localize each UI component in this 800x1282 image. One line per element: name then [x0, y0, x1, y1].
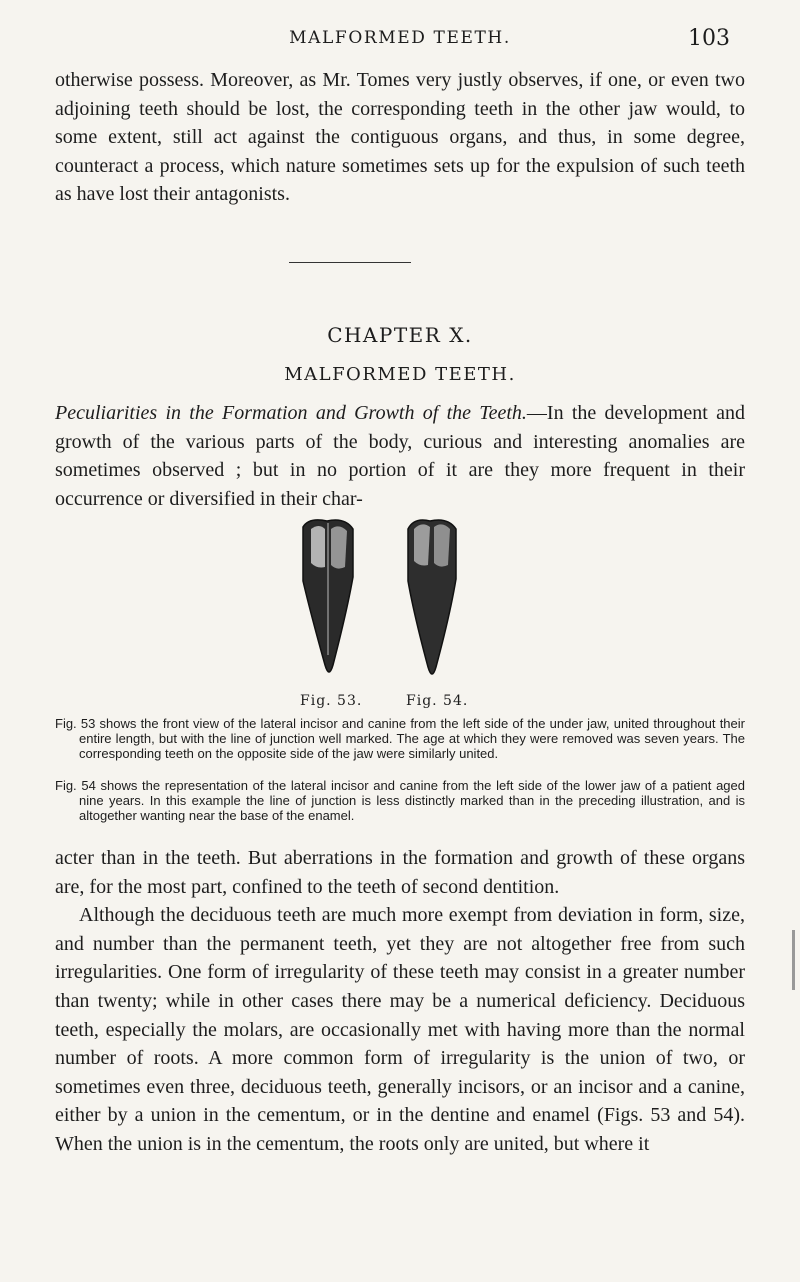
- scan-edge-mark: [792, 930, 795, 990]
- paragraph-intro: [55, 399, 745, 513]
- paragraph-deciduous-teeth: Although the deciduous teeth are much more exempt from deviation in form, size, and number than the permanent teeth, yet they are not altogether free from such irregularities. One form of irregularity of these teeth may consist in a greater number than twenty; while in other cases there may be a numerical deficiency. Deciduous teeth, especially the molars, are occasionally met with having more than the normal number of roots. A more common form of irregularity is the union of two, or sometimes even three, deciduous teeth, generally incisors, or an incisor and a canine, either by a union in the cementum, or in the dentine and enamel (Figs. 53 and 54). When the union is in the cementum, the roots only are united, but where it: [55, 904, 745, 1155]
- fig-53-caption: Fig. 53 shows the front view of the lateral incisor and canine from the left side of the under jaw, united throughout their entire length, but with the line of junction well marked. The age at which they were removed was seven years. The corresponding teeth on the opposite side of the jaw were similarly united.: [55, 716, 745, 761]
- fig-54-tooth-illustration: [400, 515, 464, 685]
- chapter-title: MALFORMED TEETH.: [284, 364, 516, 385]
- running-title: MALFORMED TEETH.: [289, 28, 511, 48]
- paragraph-continuation: acter than in the teeth. But aberrations in the formation and growth of these organs are, for the most part, confined to the teeth of second dentition.: [55, 847, 745, 898]
- fig-54-caption: Fig. 54 shows the representation of the lateral incisor and canine from the left side of the lower jaw of a patient aged nine years. In this example the line of junction is less distinctly marked than in the preceding illustration, and is altogether wanting near the base of the enamel.: [55, 778, 745, 823]
- page-number: 103: [688, 26, 730, 51]
- body-text-continued: [55, 844, 745, 1159]
- fig-53-label: Fig. 53.: [300, 693, 363, 709]
- fig-54-label: Fig. 54.: [406, 693, 469, 709]
- chapter-number: CHAPTER X.: [327, 323, 473, 347]
- section-heading: Peculiarities in the Formation and Growth of the Teeth.: [55, 402, 527, 424]
- paragraph-intro-text: —In the development and growth of the various parts of the body, curious and interesting anomalies are sometimes observed ; but in no portion of it are they more frequent in their occurrence or diversified in their char-: [55, 402, 745, 510]
- fig-53-tooth-illustration: [295, 515, 361, 685]
- section-divider: [289, 262, 411, 263]
- paragraph-continued: otherwise possess. Moreover, as Mr. Tomes very justly observes, if one, or even two adjoining teeth should be lost, the corresponding teeth in the other jaw would, to some extent, still act against the contiguous organs, and thus, in some degree, counteract a process, which nature sometimes sets up for the expulsion of such teeth as have lost their antagonists.: [55, 69, 745, 206]
